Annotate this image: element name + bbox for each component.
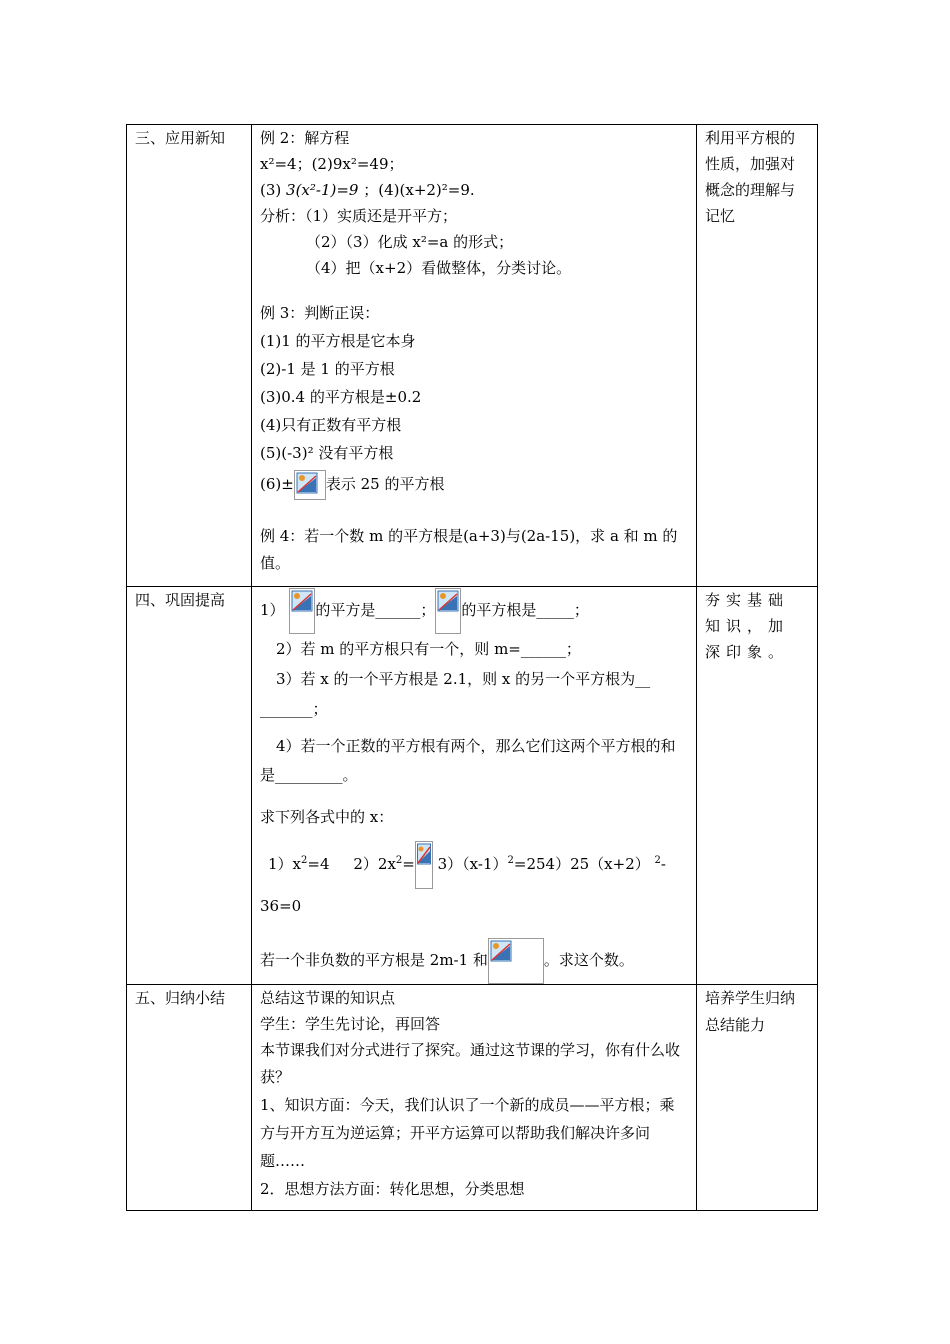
find-x-title: 求下列各式中的 x： <box>260 808 394 826</box>
equations-line: $1)x^2=4$ $2)2x^2=$ $3)(x-1)^2=254)25(x+2)$ $^2$- <box>260 838 688 889</box>
content-cell <box>252 985 697 1211</box>
summary-paragraph: 1、知识方面：今天，我们认识了一个新的成员——平方根；乘方与开方互为逆运算；开平方运算可以帮助我们解决许多问题…… <box>260 1096 675 1170</box>
broken-image-icon <box>488 938 544 984</box>
table-row-consolidate <box>127 587 818 985</box>
stage-cell: 五、归纳小结 <box>127 985 252 1211</box>
question-2: 2）若 m 的平方根只有一个，则 m=______； <box>276 640 581 658</box>
table-row-summary <box>127 985 818 1211</box>
teaching-note: 夯实基础知识，加深印象。 <box>697 587 818 985</box>
last-question: 若一个非负数的平方根是 2m-1 和 。求这个数。 <box>260 937 688 984</box>
summary-line: 总结这节课的知识点 <box>260 989 396 1007</box>
teaching-note: 培养学生归纳总结能力 <box>697 985 818 1211</box>
stage-cell: 三、应用新知 <box>127 125 252 587</box>
broken-image-icon <box>415 841 433 889</box>
summary-paragraph: 本节课我们对分式进行了探究。通过这节课的学习，你有什么收获？ <box>260 1041 681 1086</box>
analysis-line: 分析：（1）实质还是开平方； <box>260 207 458 225</box>
list-item: (3)0.4 的平方根是±0.2 <box>260 388 422 406</box>
broken-image-icon <box>294 470 326 500</box>
summary-paragraph: 2．思想方法方面：转化思想，分类思想 <box>260 1180 525 1198</box>
equations-line-end: 36=0 <box>260 897 302 915</box>
list-item: (2)-1 是 1 的平方根 <box>260 360 395 378</box>
question-4: 4）若一个正数的平方根有两个，那么它们这两个平方根的和是_________。 <box>260 737 676 784</box>
content-cell <box>252 587 697 985</box>
content-cell <box>252 125 697 587</box>
list-item: (1)1 的平方根是它本身 <box>260 332 416 350</box>
example-2-title: 例 2：解方程 <box>260 129 350 147</box>
broken-image-icon <box>289 588 315 634</box>
stage-cell: 四、巩固提高 <box>127 587 252 985</box>
teaching-note: 利用平方根的性质，加强对概念的理解与记忆 <box>697 125 818 587</box>
question-1: 1） 的平方是______； 的平方根是_____； <box>260 587 688 634</box>
broken-image-icon <box>435 588 461 634</box>
list-item: (5)(-3)² 没有平方根 <box>260 444 394 462</box>
summary-line: 学生：学生先讨论，再回答 <box>260 1015 441 1033</box>
table-row-application <box>127 125 818 587</box>
example-4: 例 4：若一个数 m 的平方根是(a+3)与(2a-15)，求 a 和 m 的值。 <box>260 527 678 572</box>
analysis-line: （2）（3）化成 x²=a 的形式； <box>306 233 514 251</box>
example-3-title: 例 3：判断正误： <box>260 304 380 322</box>
analysis-line: （4）把（x+2）看做整体，分类讨论。 <box>306 259 572 277</box>
question-3-continued: _______； <box>260 700 328 718</box>
list-item: (4)只有正数有平方根 <box>260 416 402 434</box>
list-item: (6)± 表示 25 的平方根 <box>260 467 688 501</box>
question-3: 3）若 x 的一个平方根是 2.1，则 x 的另一个平方根为__ <box>276 670 651 688</box>
lesson-plan-table <box>126 124 818 1211</box>
example-2-line: (3) 3(x²-1)=9 ；(4)(x+2)²=9. <box>260 181 475 199</box>
example-2-line: x²=4；(2)9x²=49； <box>260 155 404 173</box>
